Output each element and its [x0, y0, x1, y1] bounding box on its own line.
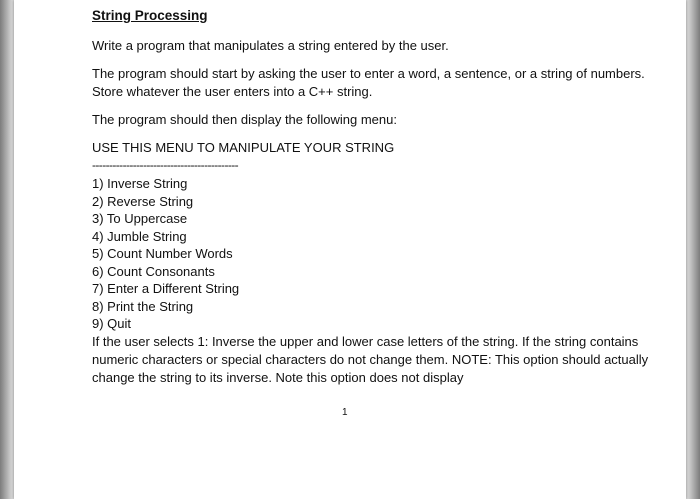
menu-item: 1) Inverse String — [92, 176, 188, 191]
menu-item: 9) Quit — [92, 316, 132, 331]
page-number: 1 — [342, 407, 348, 418]
menu-item: 7) Enter a Different String — [92, 281, 240, 296]
menu-title: USE THIS MENU TO MANIPULATE YOUR STRING — [92, 140, 395, 155]
menu-item: 5) Count Number Words — [92, 246, 233, 261]
document-page — [14, 0, 686, 499]
menu-item: 8) Print the String — [92, 298, 194, 314]
menu-item: 6) Count Consonants — [92, 263, 215, 279]
document-content — [92, 7, 652, 387]
instructions-paragraph: The program should start by asking the user to enter a word, a sentence, or a string of numbers. Store whatever the user enters into a C++ string. — [92, 66, 645, 99]
menu-item: 3) To Uppercase — [92, 211, 188, 226]
document-title: String Processing — [92, 8, 208, 23]
menu-list — [92, 175, 652, 333]
menu-separator: ------------------------------------------- — [92, 158, 239, 172]
option-one-paragraph: If the user selects 1: Inverse the upper and lower case letters of the string. If the string contains numeric characters or special characters do not change them. NOTE: This option should actually change the string to its inverse. Note this option does not display — [92, 333, 649, 385]
menu-item: 2) Reverse String — [92, 193, 194, 209]
menu-item: 4) Jumble String — [92, 228, 187, 244]
menu-lead-paragraph: The program should then display the following menu: — [92, 112, 397, 127]
intro-paragraph: Write a program that manipulates a string entered by the user. — [92, 38, 449, 53]
